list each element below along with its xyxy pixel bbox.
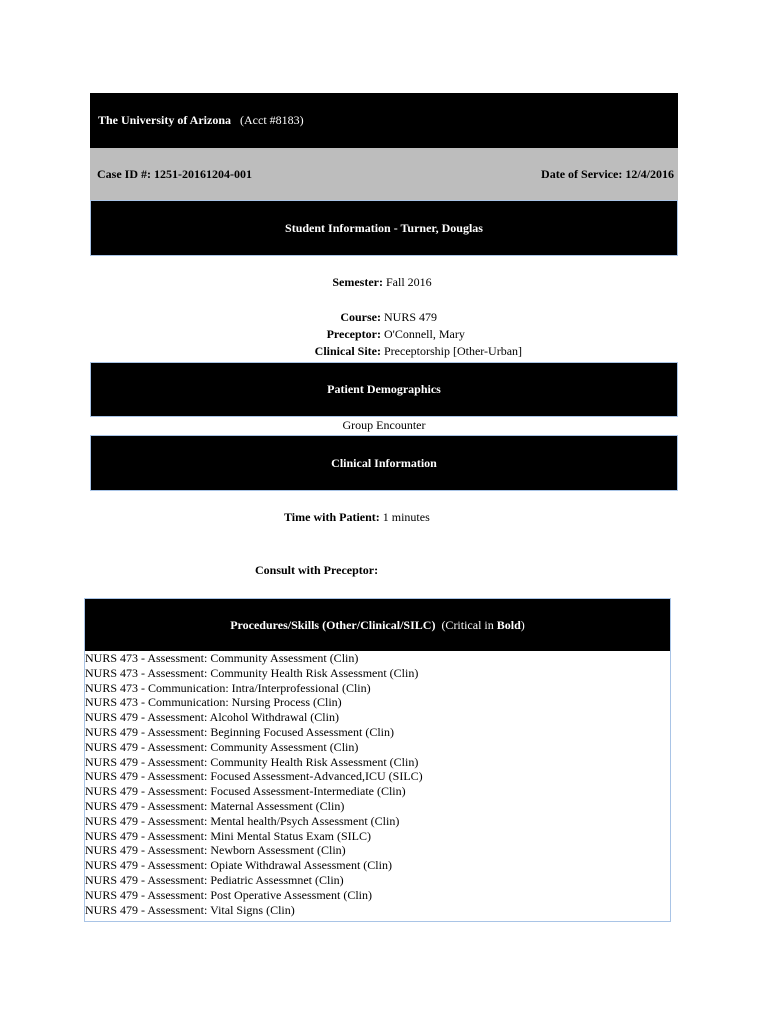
procedure-item: NURS 473 - Communication: Nursing Process (Clin) bbox=[85, 695, 342, 710]
clinical-info-header bbox=[90, 435, 678, 491]
patient-demographics-header bbox=[90, 362, 678, 417]
time-with-patient-field bbox=[284, 510, 430, 525]
procedure-item: NURS 479 - Assessment: Newborn Assessment (Clin) bbox=[85, 843, 346, 858]
semester-field bbox=[300, 275, 432, 290]
time-with-patient-value: 1 minutes bbox=[382, 510, 430, 524]
account-number: (Acct #8183) bbox=[240, 113, 304, 127]
procedures-bold-word: Bold bbox=[496, 617, 521, 632]
procedure-item: NURS 479 - Assessment: Focused Assessment-Intermediate (Clin) bbox=[85, 784, 406, 799]
procedure-item: NURS 479 - Assessment: Community Assessment (Clin) bbox=[85, 739, 359, 754]
course-value: NURS 479 bbox=[384, 310, 438, 324]
clinical-site-value: Preceptorship [Other-Urban] bbox=[384, 344, 523, 358]
consult-label: Consult with Preceptor: bbox=[255, 563, 379, 577]
procedures-close-paren: ) bbox=[520, 617, 525, 632]
procedures-critical-note: (Critical in bbox=[441, 617, 494, 632]
procedures-header bbox=[85, 599, 670, 651]
patient-demographics-title: Patient Demographics bbox=[327, 382, 441, 396]
course-field bbox=[300, 310, 437, 325]
procedure-item: NURS 479 - Assessment: Vital Signs (Clin) bbox=[85, 902, 295, 917]
procedure-item: NURS 479 - Assessment: Mental health/Psych Assessment (Clin) bbox=[85, 813, 400, 828]
course-label: Course: bbox=[340, 310, 381, 324]
procedures-title: Procedures/Skills (Other/Clinical/SILC) bbox=[230, 617, 436, 632]
semester-value: Fall 2016 bbox=[386, 275, 432, 289]
procedure-item: NURS 479 - Assessment: Post Operative Assessment (Clin) bbox=[85, 887, 372, 902]
student-info-title: Student Information - Turner, Douglas bbox=[285, 220, 483, 235]
clinical-info-title: Clinical Information bbox=[331, 455, 437, 470]
report-header bbox=[90, 93, 678, 148]
procedure-item: NURS 479 - Assessment: Focused Assessment-Advanced,ICU (SILC) bbox=[85, 769, 423, 784]
procedure-item: NURS 479 - Assessment: Community Health Risk Assessment (Clin) bbox=[85, 754, 419, 769]
procedure-item: NURS 479 - Assessment: Mini Mental Status Exam (SILC) bbox=[85, 828, 371, 843]
procedures-table bbox=[84, 598, 671, 922]
case-id: Case ID #: 1251-20161204-001 bbox=[97, 166, 252, 181]
preceptor-label: Preceptor: bbox=[326, 327, 381, 341]
group-encounter: Group Encounter bbox=[342, 418, 426, 432]
date-of-service: Date of Service: 12/4/2016 bbox=[541, 166, 674, 181]
preceptor-field bbox=[300, 327, 465, 342]
procedure-item: NURS 473 - Assessment: Community Health Risk Assessment (Clin) bbox=[85, 665, 419, 680]
procedure-item: NURS 473 - Assessment: Community Assessment (Clin) bbox=[85, 651, 359, 665]
clinical-site-field bbox=[300, 344, 522, 359]
procedure-item: NURS 479 - Assessment: Opiate Withdrawal Assessment (Clin) bbox=[85, 858, 392, 873]
university-name: The University of Arizona bbox=[98, 113, 231, 127]
time-with-patient-label: Time with Patient: bbox=[284, 510, 380, 524]
procedure-item: NURS 479 - Assessment: Beginning Focused Assessment (Clin) bbox=[85, 724, 395, 739]
procedure-item: NURS 473 - Communication: Intra/Interprofessional (Clin) bbox=[85, 680, 371, 695]
case-bar bbox=[90, 148, 678, 200]
clinical-site-label: Clinical Site: bbox=[314, 344, 381, 358]
semester-label: Semester: bbox=[332, 275, 383, 289]
procedure-item: NURS 479 - Assessment: Pediatric Assessmnet (Clin) bbox=[85, 872, 344, 887]
consult-field bbox=[255, 563, 378, 578]
procedures-list bbox=[85, 651, 670, 917]
preceptor-value: O'Connell, Mary bbox=[384, 327, 465, 341]
procedure-item: NURS 479 - Assessment: Alcohol Withdrawal (Clin) bbox=[85, 710, 339, 725]
student-info-header bbox=[90, 200, 678, 256]
procedure-item: NURS 479 - Assessment: Maternal Assessment (Clin) bbox=[85, 798, 345, 813]
